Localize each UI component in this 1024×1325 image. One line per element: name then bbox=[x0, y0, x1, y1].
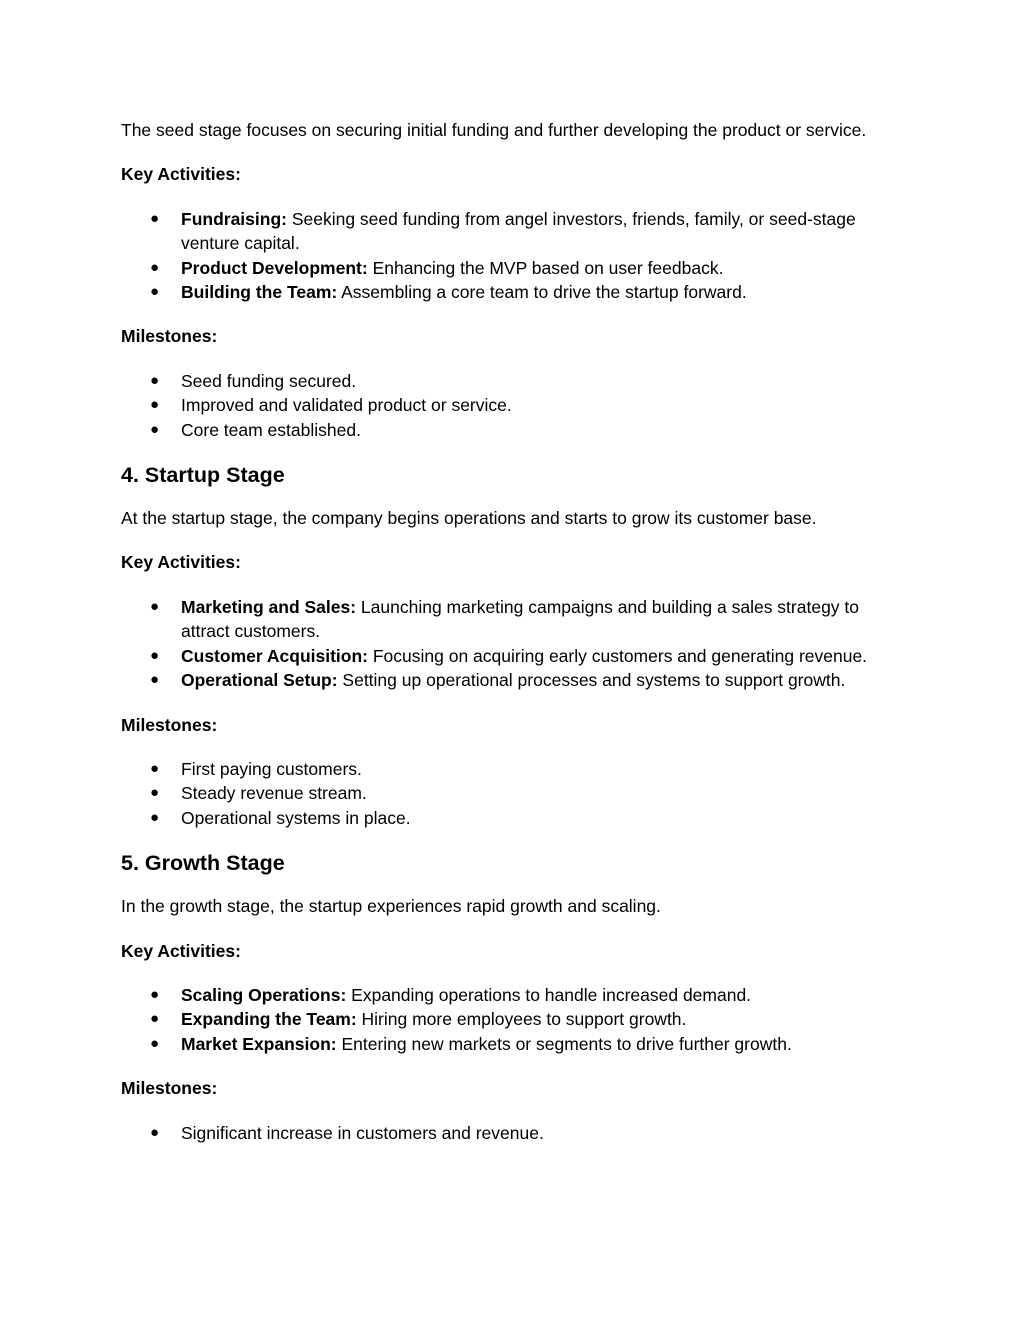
growth-milestones-label: Milestones: bbox=[121, 1078, 218, 1099]
growth-key-activities-label: Key Activities: bbox=[121, 940, 241, 961]
milestone-text: Operational systems in place. bbox=[181, 807, 411, 828]
startup-key-activities-label: Key Activities: bbox=[121, 552, 241, 573]
startup-milestones-list bbox=[121, 757, 911, 830]
bullet-icon: ● bbox=[150, 258, 160, 276]
seed-key-activities-label: Key Activities: bbox=[121, 164, 241, 185]
activity-text: Launching marketing campaigns and building a sales strategy to attract customers. bbox=[181, 596, 860, 642]
seed-milestones-list bbox=[121, 369, 911, 442]
activity-text: Expanding operations to handle increased demand. bbox=[346, 984, 752, 1005]
bullet-icon: ● bbox=[150, 671, 160, 689]
list-item bbox=[121, 393, 911, 417]
activity-text: Seeking seed funding from angel investors, friends, family, or seed-stage venture capital. bbox=[181, 208, 856, 254]
bullet-icon: ● bbox=[150, 1034, 160, 1052]
bullet-icon: ● bbox=[150, 808, 160, 826]
list-item bbox=[121, 256, 911, 280]
list-item bbox=[121, 781, 911, 805]
activity-text: Enhancing the MVP based on user feedback. bbox=[367, 257, 724, 278]
growth-activities-list bbox=[121, 983, 911, 1056]
milestone-text: Steady revenue stream. bbox=[181, 783, 367, 804]
list-item bbox=[121, 757, 911, 781]
list-item bbox=[121, 595, 911, 644]
activity-text: Hiring more employees to support growth. bbox=[356, 1009, 687, 1030]
startup-activities-list bbox=[121, 595, 911, 693]
activity-term: Customer Acquisition: bbox=[181, 645, 368, 666]
milestone-text: Seed funding secured. bbox=[181, 370, 357, 391]
seed-intro: The seed stage focuses on securing initial funding and further developing the product or service. bbox=[121, 120, 867, 140]
milestone-text: First paying customers. bbox=[181, 758, 362, 779]
list-item bbox=[121, 1007, 911, 1031]
growth-milestones-list bbox=[121, 1121, 911, 1145]
list-item bbox=[121, 668, 911, 692]
activity-term: Marketing and Sales: bbox=[181, 596, 357, 617]
bullet-icon: ● bbox=[150, 597, 160, 615]
list-item bbox=[121, 207, 911, 256]
activity-text: Focusing on acquiring early customers and generating revenue. bbox=[368, 645, 868, 666]
activity-term: Building the Team: bbox=[181, 282, 338, 303]
document-page bbox=[121, 118, 911, 1165]
milestone-text: Improved and validated product or service. bbox=[181, 395, 512, 416]
activity-text: Setting up operational processes and systems to support growth. bbox=[337, 670, 846, 691]
seed-activities-list bbox=[121, 207, 911, 305]
activity-text: Entering new markets or segments to drive further growth. bbox=[336, 1033, 792, 1054]
activity-term: Fundraising: bbox=[181, 208, 287, 229]
activity-text: Assembling a core team to drive the startup forward. bbox=[337, 282, 747, 303]
list-item bbox=[121, 983, 911, 1007]
activity-term: Operational Setup: bbox=[181, 670, 338, 691]
growth-stage-heading: 5. Growth Stage bbox=[121, 851, 285, 876]
activity-term: Expanding the Team: bbox=[181, 1009, 357, 1030]
startup-intro: At the startup stage, the company begins operations and starts to grow its customer base. bbox=[121, 508, 817, 529]
bullet-icon: ● bbox=[150, 646, 160, 664]
bullet-icon: ● bbox=[150, 985, 160, 1003]
list-item bbox=[121, 1032, 911, 1056]
list-item bbox=[121, 806, 911, 830]
bullet-icon: ● bbox=[150, 784, 160, 802]
activity-term: Product Development: bbox=[181, 257, 368, 278]
milestone-text: Significant increase in customers and revenue. bbox=[181, 1122, 544, 1143]
startup-milestones-label: Milestones: bbox=[121, 714, 218, 735]
list-item bbox=[121, 369, 911, 393]
list-item bbox=[121, 644, 911, 668]
bullet-icon: ● bbox=[150, 1010, 160, 1028]
activity-term: Scaling Operations: bbox=[181, 984, 347, 1005]
activity-term: Market Expansion: bbox=[181, 1033, 337, 1054]
bullet-icon: ● bbox=[150, 283, 160, 301]
list-item bbox=[121, 418, 911, 442]
bullet-icon: ● bbox=[150, 1123, 160, 1141]
list-item bbox=[121, 1121, 911, 1145]
growth-intro: In the growth stage, the startup experiences rapid growth and scaling. bbox=[121, 896, 661, 917]
seed-milestones-label: Milestones: bbox=[121, 326, 218, 347]
bullet-icon: ● bbox=[150, 209, 160, 227]
bullet-icon: ● bbox=[150, 396, 160, 414]
bullet-icon: ● bbox=[150, 759, 160, 777]
bullet-icon: ● bbox=[150, 371, 160, 389]
milestone-text: Core team established. bbox=[181, 419, 361, 440]
list-item bbox=[121, 280, 911, 304]
startup-stage-heading: 4. Startup Stage bbox=[121, 463, 285, 488]
bullet-icon: ● bbox=[150, 420, 160, 438]
